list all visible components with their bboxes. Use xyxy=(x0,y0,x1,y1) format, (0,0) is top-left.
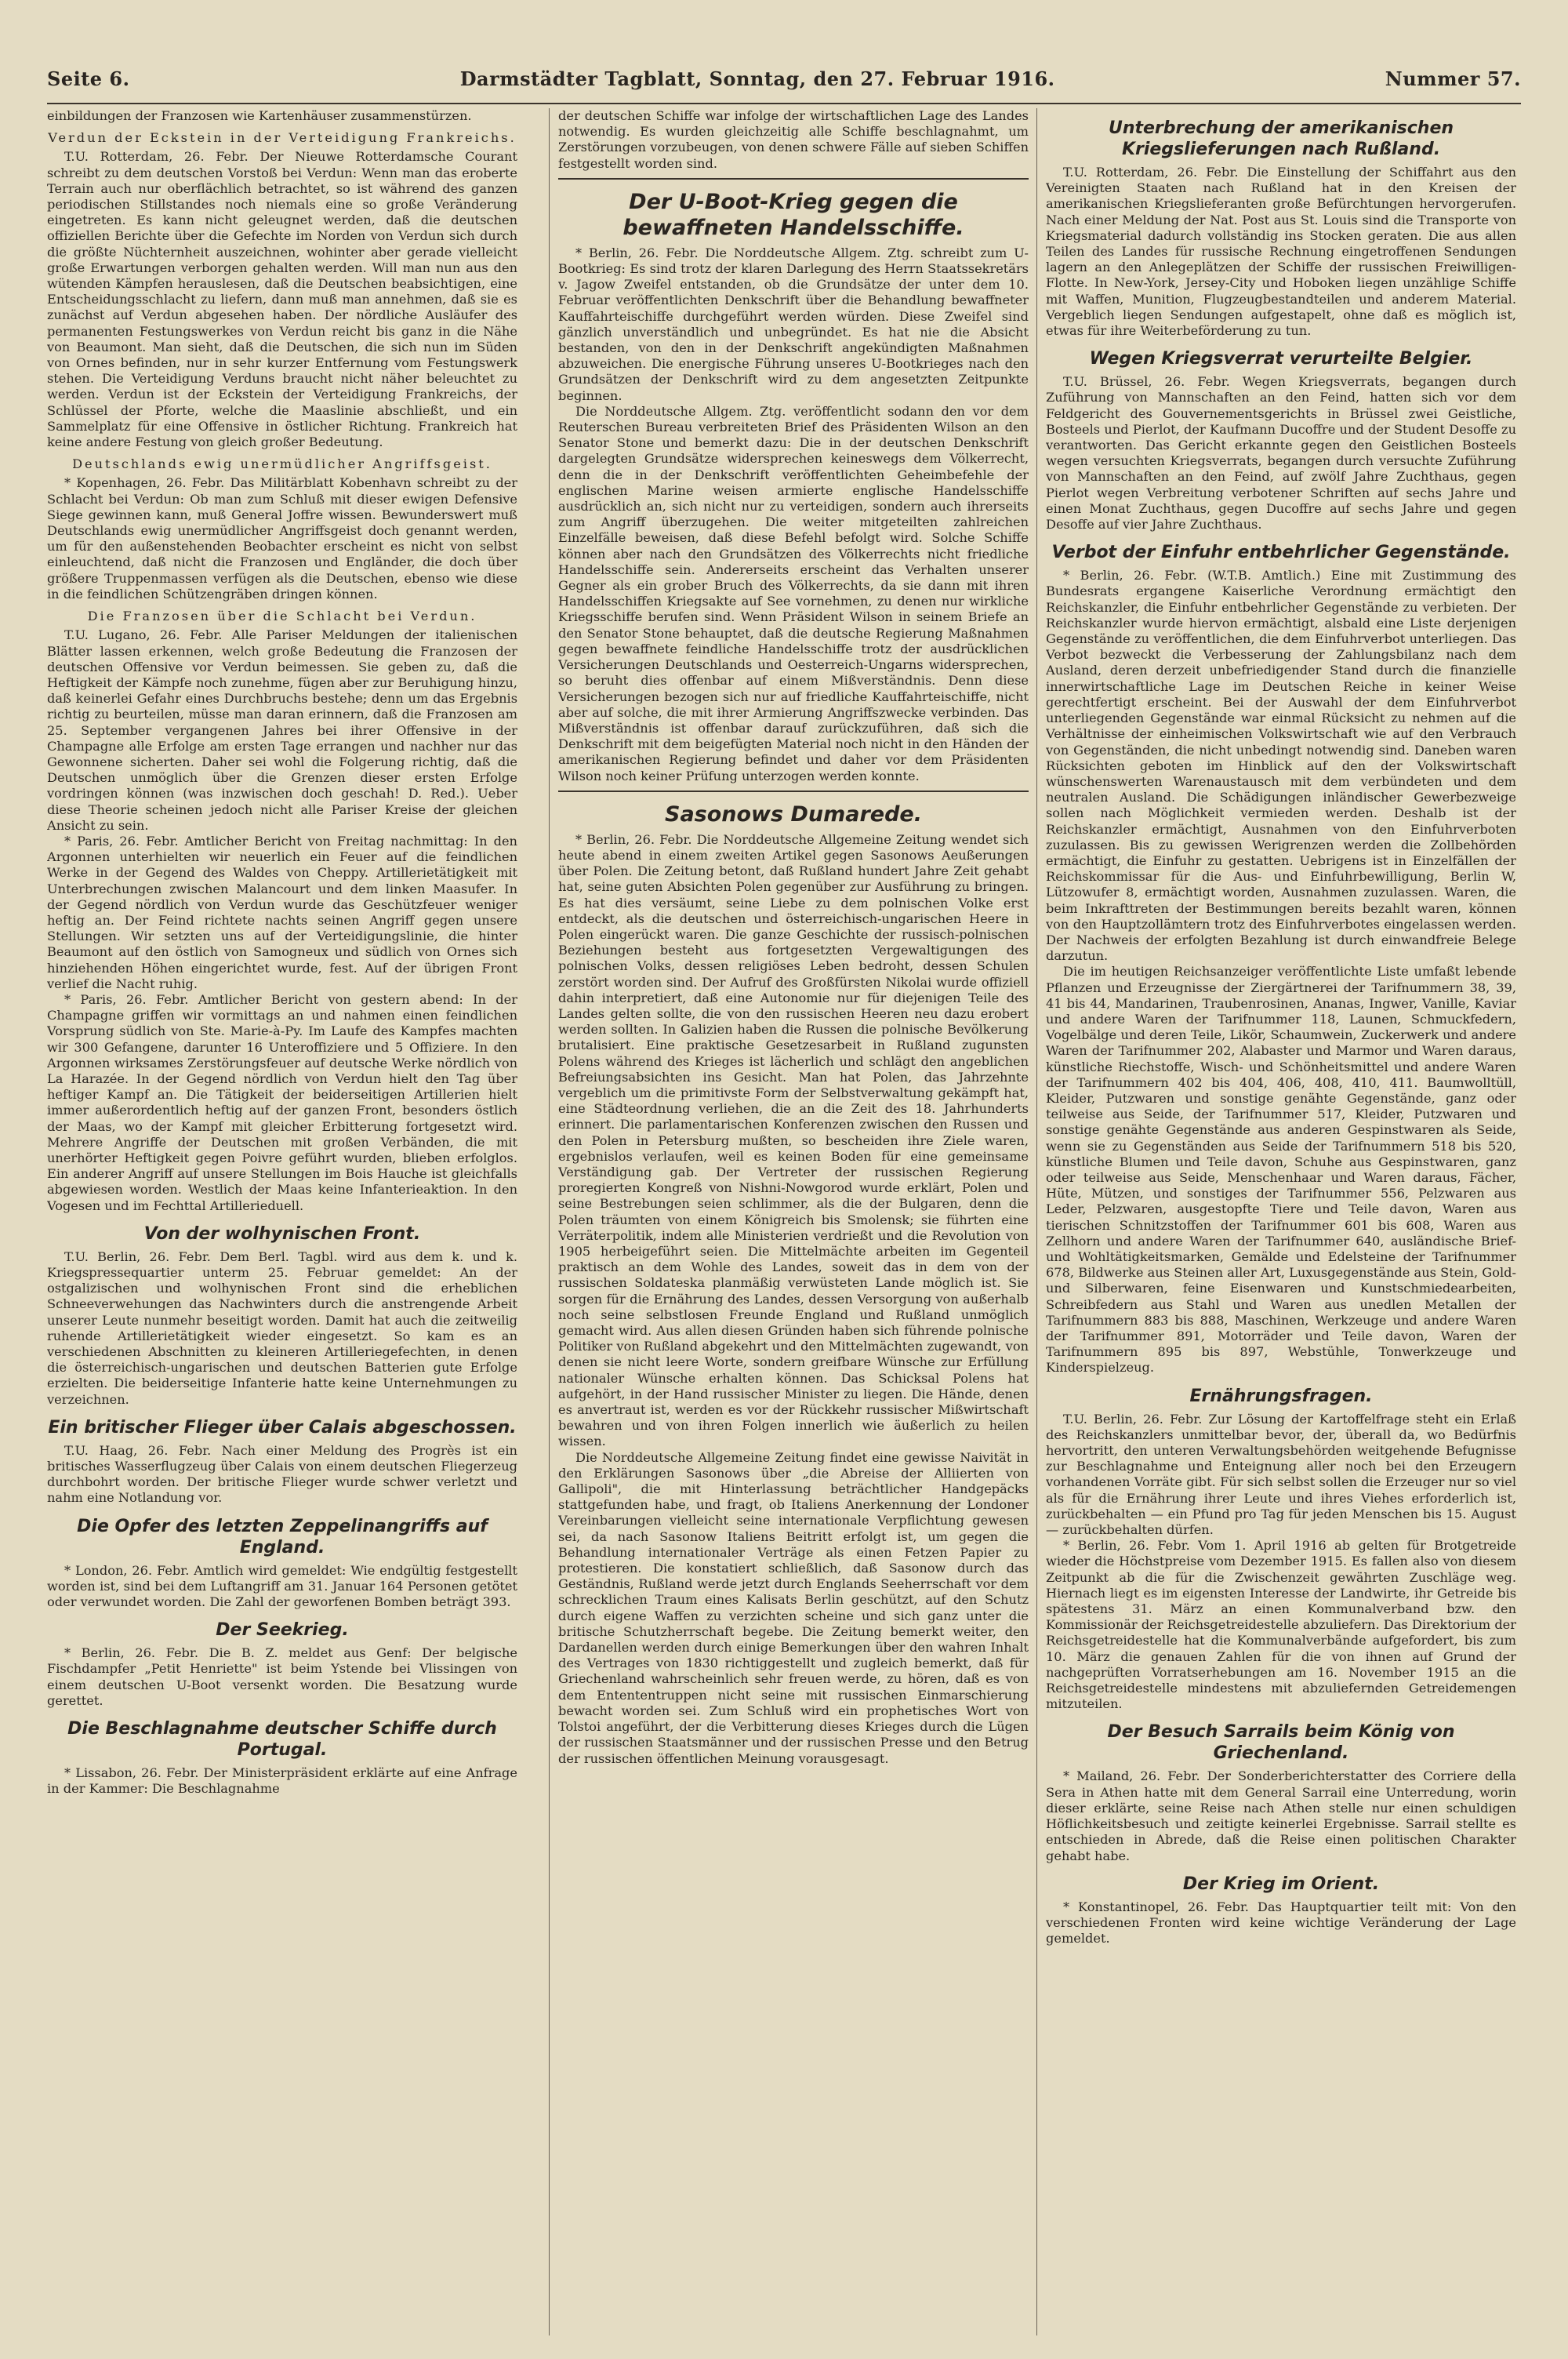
article-headline: Die Beschlagnahme deutscher Schiffe durch Portugal. xyxy=(67,1719,497,1761)
column-2 xyxy=(558,108,1029,2335)
page-number: Seite 6. xyxy=(47,67,130,90)
article-paragraph: T.U. Berlin, 26. Febr. Dem Berl. Tagbl. wird aus dem k. und k. Kriegspressequartier unterm 25. Februar gemeldet: An der ostgalizischen und wolhynischen Front sind die erheblichen Schneeverwehungen das Nachwinters durch die anstrengende Arbeit unserer Leute nunmehr beseitigt worden. Damit hat auch die zeitweilig ruhende Artillerietätigkeit wieder eingesetzt. So kam es an verschiedenen Abschnitten zu kleineren Artilleriegefechten, in denen die österreichisch-ungarischen und deutschen Batterien gute Erfolge erzielten. Die beiderseitige Infanterie hatte keine Unternehmungen zu verzeichnen. xyxy=(47,1249,517,1407)
article-paragraph: * Paris, 26. Febr. Amtlicher Bericht von Freitag nachmittag: In den Argonnen unterhielten wir neuerlich ein Feuer auf die feindlichen Werke in der Gegend des Waldes von Cheppy. Artillerietätigkeit mit Unterbrechungen zwischen Malancourt und dem linken Maasufer. In der Gegend nördlich von Verdun wurde das Geschützfeuer weniger heftig an. Der Feind richtete nachts seinen Angriff gegen unsere Stellungen. Wir setzten uns auf der Verteidigungslinie, die hinter Beaumont auf den östlich von Samogneux und südlich von Ornes sich hinziehenden Höhen eingerichtet wurde, fest. Auf der übrigen Front verlief die Nacht ruhig. xyxy=(47,833,517,991)
column-1 xyxy=(47,108,517,2335)
article-paragraph: * Berlin, 26. Febr. Die B. Z. meldet aus Genf: Der belgische Fischdampfer „Petit Henriette" ist beim Ystende bei Vlissingen von einem deutschen U-Boot versenkt worden. Die Besatzung wurde gerettet. xyxy=(47,1645,517,1708)
article-paragraph: * Berlin, 26. Febr. (W.T.B. Amtlich.) Eine mit Zustimmung des Bundesrats ergangene Kaiserliche Verordnung ermächtigt den Reichskanzler, die Einfuhr entbehrlicher Gegenstände zu verbieten. Der Reichskanzler wurde hiervon ermächtigt, alsbald eine Liste derjenigen Gegenstände zu veröffentlichen, die dem Einfuhrverbot unterliegen. Das Verbot bezweckt die Verbesserung der Zahlungsbilanz nach dem Ausland, deren derzeit unbefriedigender Stand durch die finanzielle innerwirtschaftliche Lage im Deutschen Reiche in keiner Weise gerechtfertigt erscheint. Bei der Auswahl der dem Einfuhrverbot unterliegenden Gegenstände war einmal Rücksicht zu nehmen auf die Verhältnisse der einheimischen Volkswirtschaft wie auf den Verbrauch von Gegenständen, die nicht unbedingt notwendig sind. Daneben waren Rücksichten geboten im Hinblick auf den der Volkswirtschaft wünschenswerten Warenaustausch mit dem verbündeten und dem neutralen Ausland. Die Schädigungen inländischer Gewerbezweige sollen nach Möglichkeit vermieden werden. Deshalb ist der Reichskanzler ermächtigt, Ausnahmen von den Einfuhrverboten zuzulassen. Bis zu gewissen Werigrenzen werden die Zollbehörden ermächtigt, die Einfuhr zu gestatten. Uebrigens ist in Einzelfällen der Reichskommissar für die Aus- und Einfuhrbewilligung, Berlin W, Lützowufer 8, ermächtigt worden, Ausnahmen zuzulassen. Waren, die beim Inkrafttreten der Bestimmungen bereits bezahlt waren, können von den Hauptzollämtern trotz des Einfuhrverbotes eingelassen werden. Der Nachweis der erfolgten Bezahlung ist durch einwandfreie Belege darzutun. xyxy=(1046,568,1516,964)
header-rule xyxy=(47,103,1521,104)
article-paragraph: * Paris, 26. Febr. Amtlicher Bericht von gestern abend: In der Champagne griffen wir vormittags an und nahmen einen feindlichen Vorsprung südlich von Ste. Marie-à-Py. Im Laufe des Kampfes machten wir 300 Gefangene, darunter 16 Unteroffiziere und 5 Offiziere. In den Argonnen wirksames Zerstörungsfeuer auf deutsche Werke nördlich von La Harazée. In der Gegend nördlich von Verdun hielt den Tag über heftiger Kampf an. Die Tätigkeit der beiderseitigen Artillerien hielt immer außerordentlich heftig auf der ganzen Front, besonders östlich der Maas, wo der Kampf mit gleicher Erbitterung fortgesetzt wird. Mehrere Angriffe der Deutschen mit großen Verbänden, die mit unerhörter Heftigkeit gegen Poivre geführt wurden, blieben erfolglos. Ein anderer Angriff auf unsere Stellungen im Bois Hauche ist gleichfalls abgewiesen worden. Westlich der Maas keine Infanterieaktion. In den Vogesen und im Fechttal Artillerieduell. xyxy=(47,991,517,1213)
article-paragraph: T.U. Rotterdam, 26. Febr. Der Nieuwe Rotterdamsche Courant schreibt zu dem deutschen Vorstoß bei Verdun: Wenn man das eroberte Terrain auch nur oberflächlich betrachtet, so ist während des ganzen periodischen Stillstandes noch niemals eine so große Veränderung eingetreten. Es kann nicht geleugnet werden, daß die deutschen offiziellen Berichte über die Gefechte im Norden von Verdun sich durch die größte Nüchternheit auszeichnen, wohinter aber gerade vielleicht große Erwartungen verborgen gehalten werden. Will man nun aus den wütenden Kämpfen herauslesen, daß die Deutschen beabsichtigen, eine Entscheidungsschlacht zu liefern, dann muß man annehmen, daß sie es zunächst auf Verdun abgesehen haben. Der nördliche Ausläufer des permanenten Festungswerkes von Verdun reicht bis ganz in die Nähe von Beaumont. Man sieht, daß die Deutschen, die sich nun im Süden von Ornes befinden, nur in sehr kurzer Entfernung vom Festungswerk stehen. Die Verteidigung Verduns braucht nicht näher beleuchtet zu werden. Verdun ist der Eckstein der Verteidigung Frankreichs, der Schlüssel der Pforte, welche die Maaslinie abschließt, und ein Sammelplatz für eine Offensive in östlicher Richtung. Frankreich hat keine andere Festung von gleich großer Bedeutung. xyxy=(47,149,517,450)
article-paragraph: T.U. Haag, 26. Febr. Nach einer Meldung des Progrès ist ein britisches Wasserflugzeug über Calais von einem deutschen Fliegerzeug durchbohrt worden. Der britische Flieger wurde schwer verletzt und nahm eine Notlandung vor. xyxy=(47,1442,517,1506)
article-headline: Ernährungsfragen. xyxy=(1189,1386,1373,1406)
masthead-date-line: Darmstädter Tagblatt, Sonntag, den 27. Februar 1916. xyxy=(459,67,1055,90)
issue-number: Nummer 57. xyxy=(1385,67,1521,90)
article-paragraph: * London, 26. Febr. Amtlich wird gemeldet: Wie endgültig festgestellt worden ist, sind bei dem Luftangriff am 31. Januar 164 Personen getötet oder verwundet worden. Die Zahl der geworfenen Bomben beträgt 393. xyxy=(47,1562,517,1610)
article-paragraph: T.U. Brüssel, 26. Febr. Wegen Kriegsverrats, begangen durch Zuführung von Mannschaften an den Feind, hatten sich vor dem Feldgericht des Gouvernementsgerichts in Brüssel zwei Geistliche, Bosteels und Pierlot, der Kaufmann Ducoffre und der Student Desoffe zu verantworten. Das Gericht erkannte gegen den Geistlichen Bosteels wegen versuchten Kriegsverrats, begangen durch versuchte Zuführung von Mannschaften an den Feind, auf zwölf Jahre Zuchthaus, gegen Pierlot wegen Verbreitung verbotener Schriften auf sechs Jahre und einen Monat Zuchthaus, gegen Ducoffre auf sechs Jahre und gegen Desoffe auf vier Jahre Zuchthaus. xyxy=(1046,374,1516,533)
section-rule xyxy=(558,791,1029,792)
article-headline: Der Seekrieg. xyxy=(216,1620,349,1641)
article-paragraph: T.U. Berlin, 26. Febr. Zur Lösung der Kartoffelfrage steht ein Erlaß des Reichskanzlers unmittelbar bevor, der, überall da, wo Bedürfnis hervortritt, den unteren Verwaltungsbehörden weitgehende Befugnisse zur Beschlagnahme und Enteignung aller noch bei den Erzeugern vorhandenen Vorräte gibt. Für sich selbst sollen die Erzeuger nur so viel als für die Ernährung ihrer Leute und ihres Viehes erforderlich ist, zurückbehalten — ein Pfund pro Tag für jeden Menschen bis 15. August — zurückbehalten dürfen. xyxy=(1046,1411,1516,1538)
article-paragraph: * Kopenhagen, 26. Febr. Das Militärblatt Kobenhavn schreibt zu der Schlacht bei Verdun: Ob man zum Schluß mit dieser ewigen Defensive Siege gewinnen kann, muß General Joffre wissen. Bewunderswert muß Deutschlands ewig unermüdlicher Angriffsgeist doch genannt werden, um für den außenstehenden Beobachter erscheint es nicht von selbst einleuchtend, daß nicht die Franzosen und Engländer, die doch über größere Truppenmassen verfügen als die Deutschen, ebenso wie diese in die feindlichen Schützengräben dringen können. xyxy=(47,475,517,602)
column-3 xyxy=(1046,108,1516,2335)
article-headline: Unterbrechung der amerikanischen Kriegslieferungen nach Rußland. xyxy=(1108,118,1454,159)
article-paragraph: * Konstantinopel, 26. Febr. Das Hauptquartier teilt mit: Von den verschiedenen Fronten wird keine wichtige Veränderung der Lage gemeldet. xyxy=(1046,1899,1516,1946)
article-headline: Von der wolhynischen Front. xyxy=(143,1223,421,1244)
article-headline: Der Besuch Sarrails beim König von Griechenland. xyxy=(1107,1722,1455,1764)
article-paragraph: Die Norddeutsche Allgemeine Zeitung findet eine gewisse Naivität in den Erklärungen Sasonows über „die Abreise der Alliierten von Gallipoli", die mit Hinterlassung beträchtlicher Handgepäcks stattgefunden habe, und fragt, ob Italiens Anerkennung der Londoner Vereinbarungen vielleicht seine internationale Verpflichtung gewesen sei, da nach Sasonow Italiens Beitritt erfolgt ist, um gegen die Behandlung internationaler Verträge als einen Fetzen Papier zu protestieren. Die konstatiert schließlich, daß Sasonow durch das Geständnis, Rußland werde jetzt durch Englands Seeherrschaft vor dem schrecklichen Traum eines Kalisats Berlin geschützt, auf den Schutz durch eigene Waffen zu verzichten scheine und sich ganz unter die britische Schutzherrschaft begebe. Die Zeitung bemerkt weiter, den Dardanellen werden durch einige Bemerkungen über den wahren Inhalt des Vertrages von 1830 richtiggestellt und zugleich bemerkt, daß für Griechenland wahrscheinlich sehr freuen werde, zu hören, daß es von dem Entententruppen nicht seine mit russischen Einmarschierung bewacht worden sei. Zum Schluß wird ein prophetisches Wort von Tolstoi angeführt, der die Verbitterung dieses Krieges durch die Lügen der russischen Staatsmänner und der russischen Presse und den Betrug der russischen öffentlichen Meinung vorausgesagt. xyxy=(558,1449,1029,1766)
article-headline: Ein britischer Flieger über Calais abgeschossen. xyxy=(48,1417,517,1438)
article-paragraph: * Berlin, 26. Febr. Die Norddeutsche Allgemeine Zeitung wendet sich heute abend in einem zweiten Artikel gegen Sasonows Aeußerungen über Polen. Die Zeitung betont, daß Rußland hundert Jahre Zeit gehabt hat, seine guten Absichten Polen gegenüber zur Ausführung zu bringen. Es hat dies versäumt, seine Liebe zu dem polnischen Volke erst entdeckt, als die deutschen und österreichisch-ungarischen Heere in Polen eingerückt waren. Die ganze Geschichte der russisch-polnischen Beziehungen besteht aus fortgesetzten Vergewaltigungen des polnischen Volks, dessen religiöses Leben bedroht, dessen Schulen zerstört worden sind. Der Aufruf des Großfürsten Nikolai wurde offiziell dahin interpretiert, daß eine Autonomie nur für diejenigen Teile des Landes gelten sollte, die von den russischen Heeren neu dazu erobert werden sollten. In Galizien haben die Russen die polnische Bevölkerung brutalisiert. Eine praktische Gesetzesarbeit in Rußland zugunsten Polens während des Krieges ist lächerlich und schlägt den angeblichen Befreiungsabsichten ins Gesicht. Man hat Polen, das Jahrzehnte vergeblich um die primitivste Form der Selbstverwaltung gekämpft hat, eine Städteordnung verliehen, die an die Zeit des 18. Jahrhunderts erinnert. Die parlamentarischen Konferenzen zwischen den Russen und den Polen in Petersburg mußten, so bescheiden ihre Ziele waren, ergebnislos verlaufen, weil es keinen Boden für eine gemeinsame Verständigung gab. Der Vertreter der russischen Regierung proregierten Kongreß von Nishni-Nowgorod wurde erklärt, Polen und seine Bestrebungen seien schlimmer, als die der Bulgaren, denn die Polen träumten von einem Königreich bis Smolensk; sie führten eine Verräterpolitik, indem alle Ministerien verdrießt und die Revolution von 1905 herbeigeführt seien. Die Mittelmächte arbeiten im Gegenteil praktisch an dem Wohle des Landes, soweit das in dem von der russischen Soldateska planmäßig verwüsteten Lande möglich ist. Sie sorgen für die Ernährung des Landes, dessen Versorgung von außerhalb noch seine selbstlosen Freunde England und Rußland unmöglich gemacht wird. Aus allen diesen Gründen haben sich führende polnische Politiker von Rußland abgekehrt und den Mittelmächten zugewandt, von denen sie nicht leere Worte, sondern greifbare Wünsche zur Erfüllung nationaler Wünsche erhalten können. Das Schicksal Polens hat aufgehört, in der Hand russischer Minister zu liegen. Die Hände, denen es anvertraut ist, werden es vor der Rückkehr russischer Mißwirtschaft bewahren und von ihren Folgen innerlich wie äußerlich zu heilen wissen. xyxy=(558,831,1029,1449)
article-paragraph: einbildungen der Franzosen wie Kartenhäuser zusammenstürzen. xyxy=(47,108,472,123)
article-headline: Sasonows Dumarede. xyxy=(665,801,922,827)
section-rule xyxy=(558,178,1029,180)
article-paragraph: Die im heutigen Reichsanzeiger veröffentlichte Liste umfaßt lebende Pflanzen und Erzeugnisse der Ziergärtnerei der Tarifnummern 38, 39, 41 bis 44, Mandarinen, Traubenrosinen, Ananas, Ingwer, Vanille, Kaviar und andere Waren der Tarifnummer 118, Launen, Schmuckfedern, Vogelbälge und deren Teile, Likör, Schaumwein, Zuckerwerk und andere Waren der Tarifnummer 202, Alabaster und Marmor und Waren daraus, künstliche Riechstoffe, Wisch- und Schönheitsmittel und andere Waren der Tarifnummern 402 bis 404, 406, 408, 410, 411. Baumwolltüll, Kleider, Putzwaren und sonstige genähte Gegenstände, ganz oder teilweise aus Seide, der Tarifnummer 517, Kleider, Putzwaren und sonstige genähte Gegenstände aus anderen Gespinstwaren als Seide, wenn sie zu Gegenständen aus Seide der Tarifnummern 518 bis 520, künstliche Blumen und Teile davon, Schuhe aus Gespinstwaren, ganz oder teilweise aus Seide, Menschenhaar und Waren daraus, Fächer, Hüte, Mützen, und sonstiges der Tarifnummer 556, Pelzwaren aus Leder, Pelzwaren, ausgestopfte Tiere und Teile davon, Waren aus tierischen Schnitzstoffen der Tarifnummer 601 bis 608, Waren aus Zellhorn und andere Waren der Tarifnummer 640, ausländische Brief- und Wohltätigkeitsmarken, Gemälde und Edelsteine der Tarifnummer 678, Bildwerke aus Steinen aller Art, Luxusgegenstände aus Stein, Gold- und Silberwaren, feine Eisenwaren und Kunstschmiedearbeiten, Schreibfedern aus Stahl und Waren aus unedlen Metallen der Tarifnummern 883 bis 888, Maschinen, Werkzeuge und andere Waren der Tarifnummer 891, Motorräder und Teile davon, Waren der Tarifnummern 895 bis 897, Webstühle, Tonwerkzeuge und Kinderspielzeug. xyxy=(1046,964,1516,1376)
article-paragraph: der deutschen Schiffe war infolge der wirtschaftlichen Lage des Landes notwendig. Es wurden gleichzeitig alle Schiffe beschlagnahmt, um Zerstörungen vorzubeugen, von denen schwere Fälle auf sieben Schiffen festgestellt worden sind. xyxy=(558,108,1029,171)
article-paragraph: * Berlin, 26. Febr. Vom 1. April 1916 ab gelten für Brotgetreide wieder die Höchstpreise vom Dezember 1915. Es fallen also von diesem Zeitpunkt ab die für die Zwischenzeit gewährten Zuschläge weg. Hiernach liegt es im eigensten Interesse der Landwirte, ihr Getreide bis spätestens 31. März an einen Kommunalverband bzw. den Kommissionär der Reichsgetreidestelle abzuliefern. Das Direktorium der Reichsgetreidestelle hat die Kommunalverbände aufgefordert, bis zum 10. März die genauen Zahlen für die von ihnen auf Grund der nachgeprüften Vorratserhebungen am 16. November 1915 an die Reichsgetreidestelle mindestens mit abzuliefernden Getreidemengen mitzuteilen. xyxy=(1046,1538,1516,1712)
article-headline: Verbot der Einfuhr entbehrlicher Gegenstände. xyxy=(1051,543,1511,563)
article-paragraph: * Mailand, 26. Febr. Der Sonderberichterstatter des Corriere della Sera in Athen hatte mit dem General Sarrail eine Unterredung, worin dieser erklärte, seine Reise nach Athen stelle nur einen schuldigen Höflichkeitsbesuch und zeitigte keinerlei Ergebnisse. Sarrail stellte es entschieden in Abrede, daß die Reise einen politischen Charakter gehabt habe. xyxy=(1046,1768,1516,1863)
article-paragraph: * Lissabon, 26. Febr. Der Ministerpräsident erklärte auf eine Anfrage in der Kammer: Die Beschlagnahme xyxy=(47,1765,517,1797)
article-headline: Wegen Kriegsverrat verurteilte Belgier. xyxy=(1089,349,1473,369)
column-divider xyxy=(549,108,550,2335)
article-paragraph: T.U. Rotterdam, 26. Febr. Die Einstellung der Schiffahrt aus den Vereinigten Staaten nach Rußland hat in den Kreisen der amerikanischen Kriegslieferanten große Befürchtungen hervorgerufen. Nach einer Meldung der Nat. Post aus St. Louis sind die Transporte von Kriegsmaterial dadurch vollständig ins Stocken geraten. Die aus allen Teilen des Landes für russische Rechnung eingetroffenen Sendungen lagern an den Anlegeplätzen der Schiffe der russischen Freiwilligen-Flotte. In New-York, Jersey-City und Hoboken liegen unzählige Schiffe mit Waffen, Munition, Flugzeugbestandteilen und anderem Material. Vergeblich liegen Sendungen aufgestapelt, ohne daß es möglich ist, etwas für ihre Weiterbeförderung zu tun. xyxy=(1046,165,1516,339)
article-subheading: Verdun der Eckstein in der Verteidigung Frankreichs. xyxy=(48,130,517,146)
article-paragraph: Die Norddeutsche Allgem. Ztg. veröffentlicht sodann den vor dem Reuterschen Bureau verbreiteten Brief des Präsidenten Wilson an den Senator Stone und bemerkt dazu: Die in der deutschen Denkschrift dargelegten Grundsätze widersprechen keineswegs dem Völkerrecht, denn die in der Denkschrift veröffentlichten Geheimbefehle der englischen Marine weisen armierte englische Handelsschiffe ausdrücklich an, sich nicht nur zu verteidigen, sondern auch ihrerseits zum Angriff überzugehen. Die weiter mitgeteilten zahlreichen Einzelfälle beweisen, daß diese Befehl befolgt wird. Solche Schiffe können aber nach den Grundsätzen des Völkerrechts nicht friedliche Handelsschiffe sein. Andererseits erscheint das Verhalten unserer Gegner als ein grober Bruch des Völkerrechts, da sie dann mit ihren Handelsschiffen Kriegsakte auf See vornehmen, zu denen nur wirkliche Kriegsschiffe berufen sind. Wenn Präsident Wilson in seinem Briefe an den Senator Stone behauptet, daß die deutsche Regierung Maßnahmen gegen bewaffnete feindliche Handelsschiffe trotz der ausdrücklichen Versicherungen Deutschlands und Oesterreich-Ungarns widersprechen, so beruht dies offenbar auf einem Mißverständnis. Denn diese Versicherungen bezogen sich nur auf friedliche Kauffahrteischiffe, nicht aber auf solche, die mit ihrer Armierung Angriffszwecke verbinden. Das Mißverständnis ist offenbar darauf zurückzuführen, daß sich die Denkschrift mit dem beigefügten Material noch nicht in den Händen der amerikanischen Regierung befindet und daher vor dem Präsidenten Wilson noch keiner Prüfung unterzogen werden konnte. xyxy=(558,403,1029,783)
article-headline: Die Opfer des letzten Zeppelinangriffs auf England. xyxy=(77,1516,488,1558)
page-header xyxy=(47,67,1521,102)
article-paragraph: T.U. Lugano, 26. Febr. Alle Pariser Meldungen der italienischen Blätter lassen erkennen, welch große Bedeutung die Franzosen der deutschen Offensive vor Verdun beimessen. Sie geben zu, daß die Heftigkeit der Kämpfe noch zunehme, fügen aber zur Beruhigung hinzu, daß keinerlei Gefahr eines Durchbruchs bestehe; denn um das Ergebnis richtig zu beurteilen, müsse man daran erinnern, daß die Franzosen am 25. September vergangenen Jahres bei ihrer Offensive in der Champagne alle Erfolge am ersten Tage errangen und nachher nur das Gewonnene sicherten. Daher sei wohl die Folgerung richtig, daß die Deutschen unmöglich über die Grenzen dieser ersten Erfolge vordringen können (was inzwischen doch geschah! D. Red.). Ueber diese Theorie scheinen jedoch nicht alle Pariser Kreise der gleichen Ansicht zu sein. xyxy=(47,627,517,833)
article-headline: Der Krieg im Orient. xyxy=(1182,1874,1380,1894)
article-headline: Der U-Boot-Krieg gegen die bewaffneten Handelsschiffe. xyxy=(622,189,964,240)
column-divider xyxy=(1036,108,1037,2335)
article-subheading: Die Franzosen über die Schlacht bei Verdun. xyxy=(87,609,477,624)
article-subheading: Deutschlands ewig unermüdlicher Angriffsgeist. xyxy=(72,456,492,472)
article-paragraph: * Berlin, 26. Febr. Die Norddeutsche Allgem. Ztg. schreibt zum U-Bootkrieg: Es sind trotz der klaren Darlegung des Herrn Staatssekretärs v. Jagow Zweifel entstanden, ob die Grundsätze der unter dem 10. Februar veröffentlichten Denkschrift über die Behandlung bewaffneter Kauffahrteischiffe durchgeführt werden würden. Diese Zweifel sind gänzlich unverständlich und unbegründet. Es hat nie die Absicht bestanden, von den in der Denkschrift angekündigten Maßnahmen abzuweichen. Die energische Führung unseres U-Bootkrieges nach den Grundsätzen der Denkschrift wird zu dem angesetzten Zeitpunkte beginnen. xyxy=(558,245,1029,403)
